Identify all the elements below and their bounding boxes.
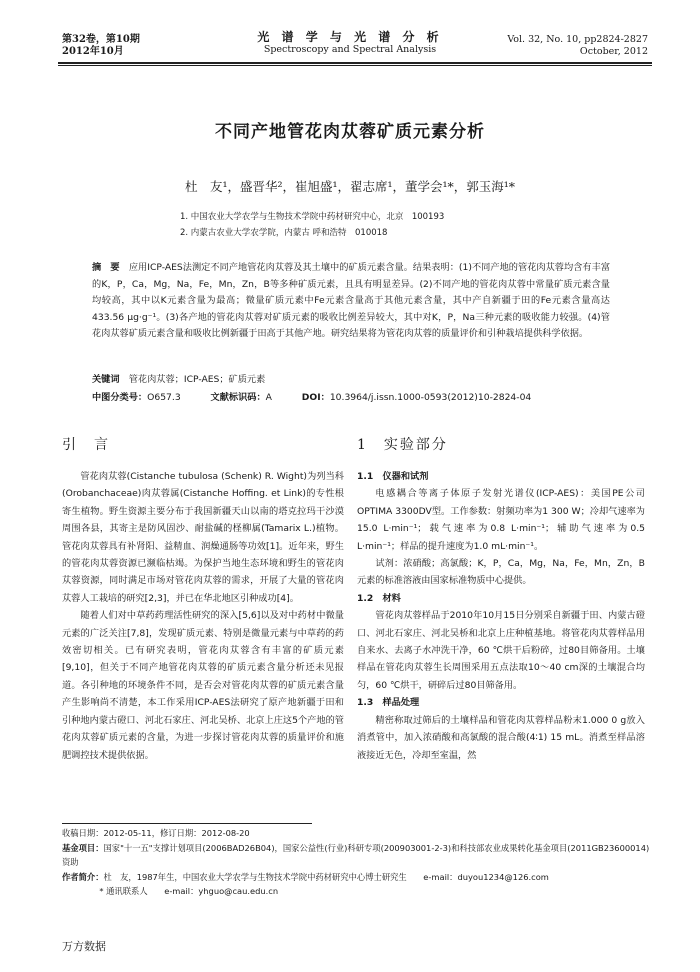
header-journal — [225, 30, 475, 56]
header-date-en: October, 2012 — [579, 45, 648, 57]
experiment-heading: 1 实验部分 — [357, 437, 448, 453]
intro-paragraph-2: 随着人们对中草药药理活性研究的深入[5,6]以及对中药材中微量元素的广泛关注[7,8]，发现矿质元素、特别是微量元素与中草药的药效密切相关。已有研究表明，管花肉苁蓉含有丰富的矿质元素[9,10]，但关于不同产地管花肉苁蓉的矿质元素含量分析还未见报道。各引种地的环境条件不同，是否会对管花肉苁蓉的矿质元素含量产生影响尚不清楚，本工作采用ICP-AES法研究了原产地新疆于田和引种地内蒙古磴口、河北石家庄、河北吴桥、北京上庄这5个产地的管花肉苁蓉矿质元素的含量，为进一步探讨管花肉苁蓉的质量评价和施肥调控技术提供依据。 — [62, 610, 344, 761]
abstract-label: 摘 要 — [92, 262, 120, 273]
intro-body — [62, 468, 344, 764]
fund-note — [62, 841, 652, 870]
doi-value: 10.3964/j.issn.1000-0593(2012)10-2824-04 — [329, 392, 532, 403]
sample-processing-paragraph: 精密称取过筛后的土壤样品和管花肉苁蓉样品粉末1.000 0 g放入消煮管中，加入浓硝酸和高氯酸的混合酸(4∶1) 15 mL。消煮至样品溶液接近无色，冷却至室温，然 — [357, 714, 645, 761]
doc-code-label: 文献标识码： — [210, 392, 266, 403]
materials-paragraph: 管花肉苁蓉样品于2010年10月15日分别采自新疆于田、内蒙古磴口、河北石家庄、河北吴桥和北京上庄种植基地。将管花肉苁蓉样品用自来水、去离子水冲洗干净，60 ℃烘干后粉碎，过80目筛备用。土壤样品在管花肉苁蓉生长周围采用五点法取10～40 cm深的土壤混合均匀，60 ℃烘干，研碎后过80目筛备用。 — [357, 610, 645, 691]
author-note — [62, 870, 652, 885]
keywords-label: 关键词 — [92, 374, 120, 385]
clc-value: O657.3 — [147, 392, 181, 403]
header-rule-thin — [58, 65, 652, 66]
experiment-body — [357, 468, 645, 764]
header-volume-en — [500, 34, 648, 57]
author-note-text: 杜 友，1987年生，中国农业大学农学与生物技术学院中药材研究中心博士研究生 e-mail：duyou1234@126.com — [103, 871, 549, 882]
header-rule — [58, 62, 652, 64]
journal-title-cn: 光 谱 学 与 光 谱 分 析 — [257, 30, 443, 44]
author-list: 杜 友¹，盛晋华²，崔旭盛¹，翟志席¹，董学会¹*，郭玉海¹* — [184, 179, 516, 194]
affiliation-2: 2. 内蒙古农业大学农学院，内蒙古 呼和浩特 010018 — [180, 228, 388, 238]
intro-heading: 引 言 — [62, 437, 110, 453]
instrument-paragraph: 电感耦合等离子体原子发射光谱仪(ICP-AES)：美国PE公司OPTIMA 3300DV型。工作参数：射频功率为1 300 W；冷却气速率为15.0 L·min⁻¹；载气速率为0.8 L·min⁻¹；辅助气速率为0.5 L·min⁻¹；样品的提升速度为1.0 mL·min⁻¹。 — [357, 488, 645, 552]
header-date-cn: 2012年10月 — [62, 46, 124, 57]
footnote-rule — [62, 823, 312, 824]
clc-label: 中图分类号： — [92, 392, 148, 403]
keywords — [92, 372, 610, 388]
footnotes — [62, 826, 652, 899]
affiliation-1: 1. 中国农业大学农学与生物技术学院中药材研究中心，北京 100193 — [180, 212, 445, 222]
subsection-1-1: 1.1 仪器和试剂 — [357, 471, 429, 482]
header-vol-en: Vol. 32, No. 10, pp2824-2827 — [507, 34, 648, 45]
watermark-text: 万方数据 — [62, 940, 106, 953]
classification-line — [92, 390, 632, 406]
journal-title-en: Spectroscopy and Spectral Analysis — [263, 44, 437, 55]
corresponding-note: * 通讯联系人 e-mail：yhguo@cau.edu.cn — [99, 886, 279, 896]
subsection-1-3: 1.3 样品处理 — [357, 697, 420, 709]
abstract — [92, 260, 610, 343]
fund-text: 国家"十一五"支撑计划项目(2006BAD26B04)，国家公益性(行业)科研专项(200903001-2-3)和科技部农业成果转化基金项目(2011GB23600014)资助 — [62, 842, 650, 867]
fund-label: 基金项目： — [62, 842, 104, 853]
doc-code-value: A — [265, 392, 272, 403]
header-volume-cn: 第32卷，第10期 — [62, 34, 140, 45]
header-volume — [62, 34, 212, 58]
keywords-text: 管花肉苁蓉；ICP-AES；矿质元素 — [128, 374, 266, 385]
reagent-paragraph: 试剂：浓硝酸；高氯酸；K，P，Ca，Mg，Na，Fe，Mn，Zn，B元素的标准溶液由国家标准物质中心提供。 — [357, 558, 645, 587]
abstract-text: 应用ICP-AES法测定不同产地管花肉苁蓉及其土壤中的矿质元素含量。结果表明：(1)不同产地的管花肉苁蓉均含有丰富的K，P，Ca，Mg，Na，Fe，Mn，Zn，B等多种矿质元素，且具有明显差异。(2)不同产地的管花肉苁蓉中常量矿质元素含量均较高，其中以K元素含量为最高；微量矿质元素中Fe元素含量高于其他元素含量，其中产自新疆于田的Fe元素含量高达433.56 μg·g⁻¹。(3)各产地的管花肉苁蓉对矿质元素的吸收比例差异较大，其中对K，P，Na三种元素的吸收能力较强。(4)管花肉苁蓉矿质元素含量和吸收比例新疆于田高于其他产地。研究结果将为管花肉苁蓉的质量评价和引种栽培提供科学依据。 — [92, 262, 611, 340]
received-date: 收稿日期：2012-05-11，修订日期：2012-08-20 — [62, 828, 250, 838]
paper-title: 不同产地管花肉苁蓉矿质元素分析 — [215, 122, 485, 142]
doi-label: DOI： — [301, 392, 330, 403]
author-note-label: 作者简介： — [62, 871, 104, 882]
subsection-1-2: 1.2 材料 — [357, 592, 401, 604]
intro-paragraph-1: 管花肉苁蓉(Cistanche tubulosa (Schenk) R. Wight)为列当科(Orobanchaceae)肉苁蓉属(Cistanche Hoffing. et Link)的专性根寄生植物。野生资源主要分布于我国新疆天山以南的塔克拉玛干沙漠周围各县，其寄主是防风固沙、耐盐碱的柽柳属(Tamarix L.)植物。管花肉苁蓉具有补肾阳、益精血、润燥通肠等功效[1]。近年来，野生的管花肉苁蓉资源已濒临枯竭。为保护当地生态环境和野生的管花肉苁蓉资源，同时满足市场对管花肉苁蓉的需求，开展了大量的管花肉苁蓉人工栽培的研究[2,3]，并已在华北地区引种成功[4]。 — [62, 471, 344, 604]
